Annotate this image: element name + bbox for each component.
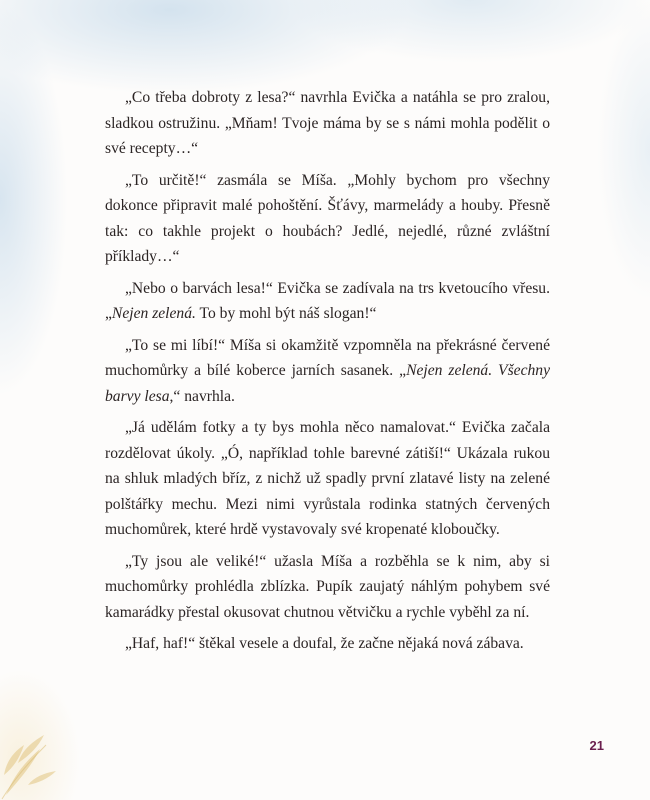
- text-run: „To určitě!“ zasmála se Míša. „Mohly bychom pro všechny dokonce připravit malé pohoštění. Šťávy, marmelády a houby. Přesně tak: co takhle projekt o houbách? Jedlé, nejedlé, různé zvláštní příklady…“: [105, 171, 550, 265]
- text-run: To by mohl být náš slogan!“: [195, 305, 377, 322]
- text-run: „Já udělám fotky a ty bys mohla něco namalovat.“ Evička začala rozdělovat úkoly. „Ó, například tohle barevné zátiší!“ Ukázala rukou na shluk mladých bříz, z nichž už spadly první zlatavé listy na zelené polštářky mechu. Mezi nimi vyrůstala rodinka statných červených muchomůrek, které hrdě vystavovaly své kropenaté kloboučky.: [105, 419, 550, 538]
- paragraph: [105, 276, 550, 327]
- text-run: „To se mi líbí!“ Míša si okamžitě vzpomněla na překrásné červené muchomůrky a bílé koberce jarních sasanek. „: [105, 336, 550, 379]
- paragraph: [105, 415, 550, 543]
- text-run: ,“ navrhla.: [169, 387, 235, 405]
- text-run: „Ty jsou ale veliké!“ užasla Míša a rozběhla se k nim, aby si muchomůrky prohlédla zblízka. Pupík zaujatý náhlým pohybem své kamarádky přestal okusovat chutnou větvičku a rychle vyběhl za ní.: [105, 552, 550, 621]
- paragraph: [105, 631, 550, 657]
- page-number: 21: [589, 738, 604, 753]
- paragraph: [105, 333, 550, 410]
- text-run: „Co třeba dobroty z lesa?“ navrhla Evička a natáhla se pro zralou, sladkou ostružinu. „Mňam! Tvoje máma by se s námi mohla podělit o své recepty…“: [105, 89, 550, 157]
- text-run: „Haf, haf!“ štěkal vesele a doufal, že začne nějaká nová zábava.: [125, 635, 524, 652]
- paragraph: [105, 168, 550, 270]
- paragraph: [105, 549, 550, 626]
- italic-slogan: Nejen zelená.: [111, 305, 196, 322]
- leaf-decoration-icon: [0, 705, 60, 800]
- story-text: [105, 85, 550, 663]
- italic-slogan: Nejen zelená. Všechny barvy lesa: [105, 362, 551, 405]
- text-run: „Nebo o barvách lesa!“ Evička se zadívala na trs kvetoucího vřesu. „: [105, 279, 550, 322]
- paragraph: [105, 85, 550, 162]
